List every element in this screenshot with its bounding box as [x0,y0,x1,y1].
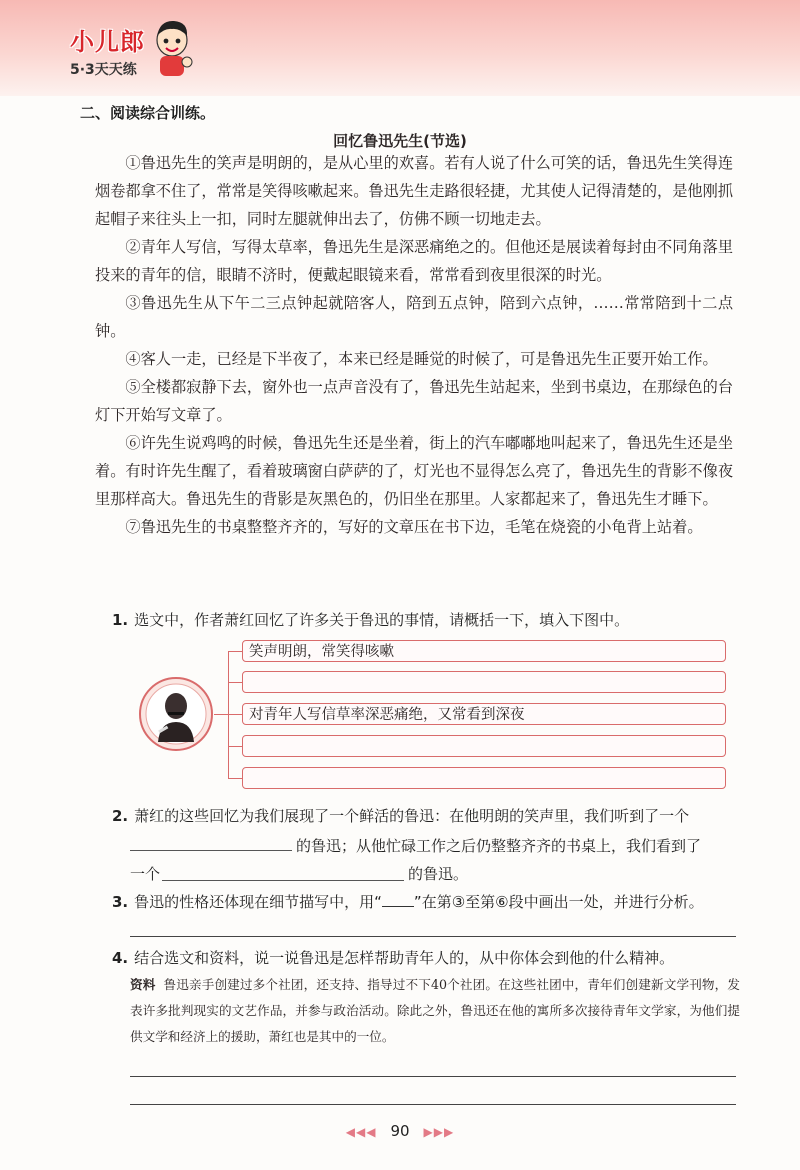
brand-logo [70,22,145,79]
question-3-number: 3. [112,893,129,911]
question-1-number: 1. [112,611,129,629]
paragraph-6: ⑥许先生说鸡鸣的时候，鲁迅先生还是坐着，街上的汽车嘟嘟地叫起来了，鲁迅先生还是坐着。有时许先生醒了，看着玻璃窗白萨萨的了，灯光也不显得怎么亮了，鲁迅先生的背影不像夜里那样高大。鲁迅先生的背影是灰黑色的，仍旧坐在那里。人家都起来了，鲁迅先生才睡下。 [95,434,733,508]
brand-title: 小儿郎 [70,28,145,56]
connector-branch-1 [228,651,242,652]
question-2-line-2: 的鲁迅；从他忙碌工作之后仍整整齐齐的书桌上，我们看到了 [296,837,702,855]
right-arrows-icon: ▶▶▶ [423,1125,455,1139]
luxun-portrait-icon [138,676,214,752]
question-3-text-after: ”在第③至第⑥段中画出一处，并进行分析。 [413,893,704,911]
connector-branch-4 [228,746,242,747]
memory-box-4[interactable] [242,735,726,757]
question-4-number: 4. [112,949,129,967]
article-title: 回忆鲁迅先生(节选) [333,132,467,150]
page-number: 90 [390,1122,410,1140]
question-3 [112,888,742,916]
material-box [130,972,740,1050]
memory-box-2[interactable] [242,671,726,693]
mascot-boy-icon [150,16,194,78]
paragraph-7: ⑦鲁迅先生的书桌整整齐齐的，写好的文章压在书下边，毛笔在烧瓷的小龟背上站着。 [125,518,703,536]
question-1 [112,606,742,634]
material-label: 资料 [130,977,156,992]
left-arrows-icon: ◀◀◀ [345,1125,377,1139]
question-3-text-before: 鲁迅的性格还体现在细节描写中，用“ [134,893,382,911]
page-footer [0,1122,800,1140]
connector-branch-5 [228,778,242,779]
answer-blank-q2-b[interactable] [162,880,404,881]
connector-branch-2 [228,682,242,683]
brand-subtitle: 5·3天天练 [70,62,137,78]
question-2-line-1: 萧红的这些回忆为我们展现了一个鲜活的鲁迅：在他明朗的笑声里，我们听到了一个 [134,807,690,825]
answer-blank-q2-a[interactable] [130,850,292,851]
connector-stem [214,714,228,715]
question-4 [112,944,742,972]
question-2 [112,802,742,830]
question-2-line-3-suffix: 的鲁迅。 [408,865,469,883]
question-4-text: 结合选文和资料，说一说鲁迅是怎样帮助青年人的，从中你体会到他的什么精神。 [134,949,675,967]
question-1-text: 选文中，作者萧红回忆了许多关于鲁迅的事情，请概括一下，填入下图中。 [134,611,630,629]
paragraph-2: ②青年人写信，写得太草率，鲁迅先生是深恶痛绝之的。但他还是展读着每封由不同角落里投来的青年的信，眼睛不济时，便戴起眼镜来看，常常看到夜里很深的时光。 [95,238,733,284]
question-2-line-3-prefix: 一个 [130,865,161,883]
question-2-number: 2. [112,807,129,825]
connector-branch-3 [228,714,242,715]
paragraph-5: ⑤全楼都寂静下去，窗外也一点声音没有了，鲁迅先生站起来，坐到书桌边，在那绿色的台灯下开始写文章了。 [95,378,733,424]
memory-box-1[interactable]: 笑声明朗，常笑得咳嗽 [242,640,726,662]
material-text: 鲁迅亲手创建过多个社团，还支持、指导过不下40个社团。在这些社团中，青年们创建新文学刊物，发表许多批判现实的文艺作品，并参与政治活动。除此之外，鲁迅还在他的寓所多次接待青年文学家，为他们提供文学和经济上的援助，萧红也是其中的一位。 [130,977,741,1044]
underline-symbol [382,894,414,907]
answer-line-q3[interactable] [130,936,736,937]
paragraph-4: ④客人一走，已经是下半夜了，本来已经是睡觉的时候了，可是鲁迅先生正要开始工作。 [125,350,718,368]
passage [95,149,733,541]
section-title: 二、阅读综合训练。 [80,104,216,122]
memory-box-3[interactable]: 对青年人写信草率深恶痛绝，又常看到深夜 [242,703,726,725]
answer-line-q4-2[interactable] [130,1104,736,1105]
memory-box-5[interactable] [242,767,726,789]
paragraph-1: ①鲁迅先生的笑声是明朗的，是从心里的欢喜。若有人说了什么可笑的话，鲁迅先生笑得连烟卷都拿不住了，常常是笑得咳嗽起来。鲁迅先生走路很轻捷，尤其使人记得清楚的，是他刚抓起帽子来往头上一扣，同时左腿就伸出去了，仿佛不顾一切地走去。 [95,154,733,228]
paragraph-3: ③鲁迅先生从下午二三点钟起就陪客人，陪到五点钟，陪到六点钟，……常常陪到十二点钟。 [95,294,733,340]
answer-line-q4-1[interactable] [130,1076,736,1077]
